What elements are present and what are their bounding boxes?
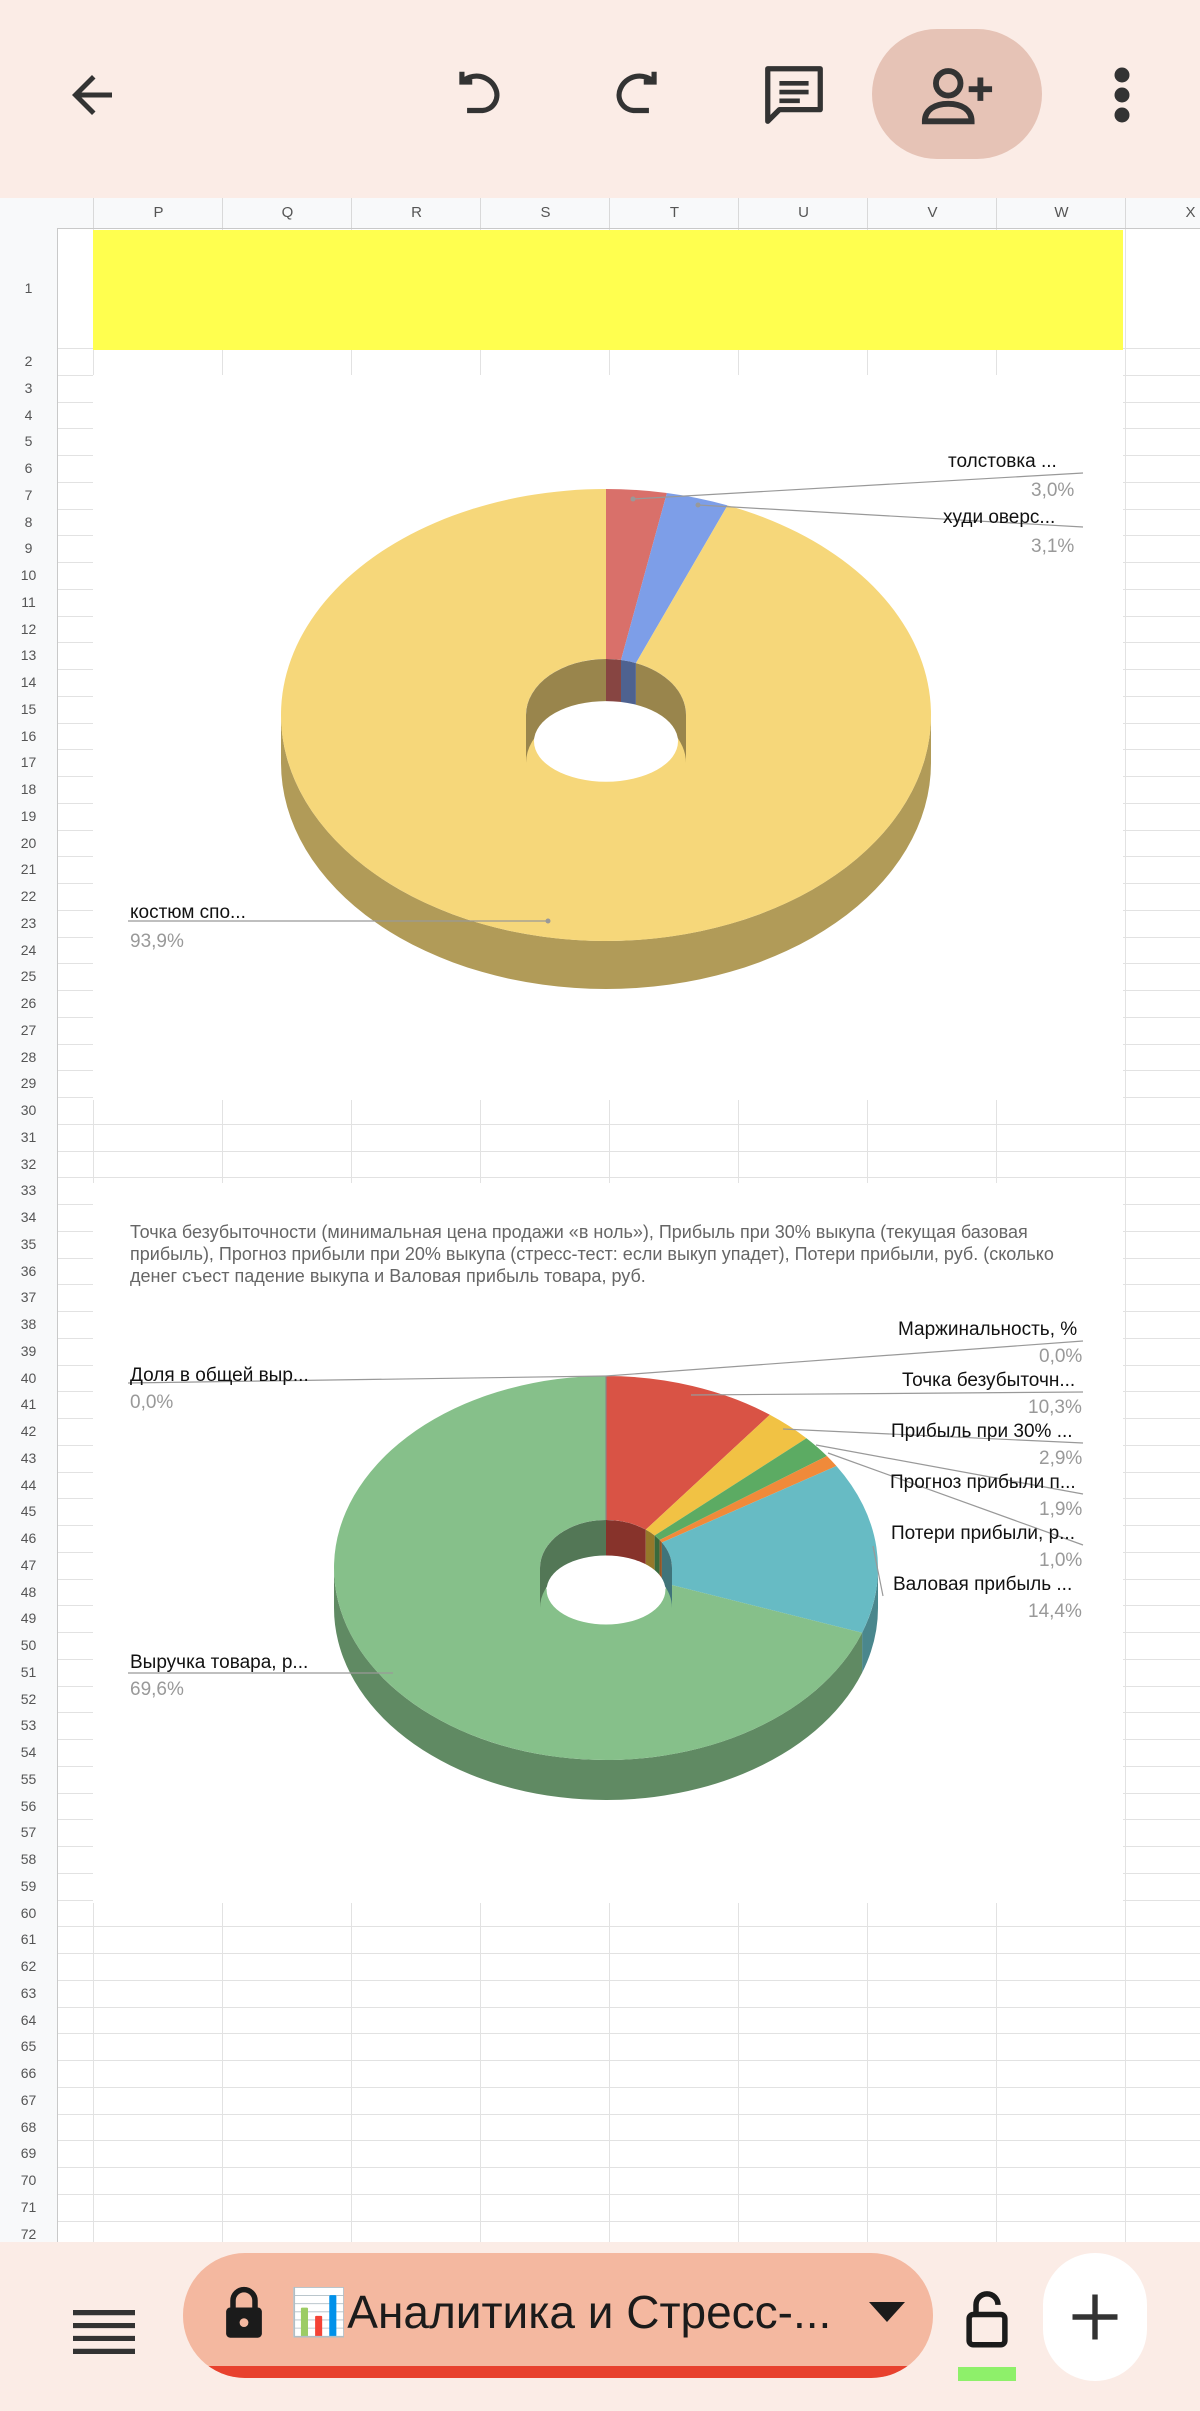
row-header[interactable]: 60 bbox=[20, 1904, 37, 1921]
row-header[interactable]: 54 bbox=[20, 1744, 37, 1760]
row-header[interactable]: 8 bbox=[24, 513, 33, 530]
leader-dot bbox=[631, 497, 636, 502]
donut-hole-inner bbox=[547, 1555, 666, 1624]
row-header[interactable]: 32 bbox=[20, 1155, 37, 1172]
sheet-tab-active[interactable] bbox=[183, 2253, 933, 2378]
sheet-list-menu-icon[interactable] bbox=[64, 2292, 144, 2372]
row-header[interactable]: 52 bbox=[20, 1690, 37, 1707]
grid-row-line bbox=[58, 2060, 1200, 2061]
sheet-tab-name: Аналитика и Стресс-... bbox=[347, 2286, 832, 2338]
chart1-label: костюм спо... bbox=[130, 902, 246, 923]
row-header[interactable]: 44 bbox=[20, 1476, 37, 1493]
grid-row-line bbox=[58, 2167, 1200, 2168]
locked-range-indicator bbox=[958, 2367, 1016, 2381]
chart1-container[interactable] bbox=[93, 375, 1123, 1100]
grid-row-line bbox=[58, 2033, 1200, 2034]
grid-row-line bbox=[58, 2087, 1200, 2088]
chart2-pct: 0,0% bbox=[1039, 1346, 1083, 1367]
row-header[interactable]: 4 bbox=[24, 406, 33, 423]
undo-icon[interactable] bbox=[440, 55, 520, 135]
column-header[interactable]: S bbox=[480, 198, 610, 228]
grid-row-line bbox=[58, 1980, 1200, 1981]
chart2-pct: 69,6% bbox=[130, 1679, 184, 1700]
row-header[interactable]: 25 bbox=[20, 968, 37, 985]
row-header[interactable]: 40 bbox=[20, 1369, 37, 1386]
row-header[interactable]: 47 bbox=[20, 1556, 37, 1573]
row-header[interactable]: 13 bbox=[20, 647, 37, 664]
chart2-pct: 1,9% bbox=[1039, 1499, 1083, 1520]
chart2-label: Потери прибыли, р... bbox=[891, 1523, 1075, 1544]
row-header[interactable]: 31 bbox=[20, 1128, 37, 1145]
grid-row-line bbox=[58, 1953, 1200, 1954]
row-header[interactable]: 49 bbox=[20, 1610, 37, 1627]
row-header[interactable]: 24 bbox=[20, 941, 37, 958]
row-header[interactable]: 5 bbox=[24, 433, 33, 450]
add-sheet-button[interactable] bbox=[1043, 2253, 1147, 2381]
row-header[interactable]: 56 bbox=[20, 1797, 37, 1814]
row-header[interactable]: 23 bbox=[20, 914, 37, 931]
row-header-bar bbox=[0, 228, 58, 2242]
pie-slice-inner-wall bbox=[606, 659, 621, 708]
lock-icon bbox=[219, 2283, 269, 2343]
row-header[interactable]: 17 bbox=[20, 754, 37, 771]
row-header[interactable]: 42 bbox=[20, 1423, 37, 1439]
chart-emoji-icon: 📊 bbox=[290, 2286, 348, 2338]
row-header[interactable]: 2 bbox=[24, 353, 33, 369]
row-header[interactable]: 30 bbox=[20, 1102, 37, 1118]
row-header[interactable]: 11 bbox=[21, 593, 36, 610]
chart2-pct: 2,9% bbox=[1039, 1448, 1083, 1469]
row-header[interactable]: 59 bbox=[20, 1877, 37, 1894]
chart2-label: Прибыль при 30% ... bbox=[891, 1421, 1073, 1442]
active-tab-indicator bbox=[203, 2366, 913, 2378]
grid-row-line bbox=[58, 1926, 1200, 1927]
row-header[interactable]: 51 bbox=[20, 1663, 37, 1680]
row-header[interactable]: 39 bbox=[20, 1342, 37, 1359]
chart1-label: толстовка ... bbox=[948, 451, 1057, 472]
row-header[interactable]: 15 bbox=[20, 700, 37, 717]
highlighted-row-1[interactable] bbox=[93, 230, 1123, 350]
chart2-label: Точка безубыточн... bbox=[902, 1370, 1076, 1391]
row-header[interactable]: 35 bbox=[20, 1235, 37, 1252]
column-header[interactable]: P bbox=[93, 198, 223, 228]
row-header[interactable]: 63 bbox=[20, 1984, 37, 2001]
row-header[interactable]: 72 bbox=[20, 2225, 37, 2242]
row-header[interactable]: 45 bbox=[20, 1503, 37, 1520]
column-header[interactable]: W bbox=[996, 198, 1126, 228]
row-header[interactable]: 67 bbox=[20, 2091, 37, 2108]
chart2-label: Доля в общей выр... bbox=[130, 1365, 309, 1386]
comment-icon[interactable] bbox=[754, 55, 834, 135]
chart2-label: Прогноз прибыли п... bbox=[890, 1472, 1076, 1493]
column-header[interactable]: U bbox=[738, 198, 868, 228]
row-header[interactable]: 38 bbox=[20, 1316, 37, 1332]
chart1-label: худи оверс... bbox=[943, 507, 1056, 528]
grid-column-line bbox=[1125, 229, 1126, 2242]
row-header[interactable]: 19 bbox=[20, 807, 37, 824]
sheet-tab-label bbox=[290, 2253, 831, 2371]
chart2-label: Маржинальность, % bbox=[898, 1319, 1078, 1340]
row-header[interactable]: 66 bbox=[20, 2065, 37, 2081]
column-header[interactable]: X bbox=[1125, 198, 1200, 228]
row-header[interactable]: 20 bbox=[20, 834, 37, 851]
row-header[interactable]: 27 bbox=[20, 1021, 37, 1038]
chart2-pct: 1,0% bbox=[1039, 1550, 1083, 1571]
grid-row-line bbox=[58, 2114, 1200, 2115]
row-header[interactable]: 69 bbox=[20, 2145, 37, 2162]
chart2-pct: 10,3% bbox=[1028, 1397, 1082, 1418]
row-header[interactable]: 58 bbox=[20, 1851, 37, 1867]
chart2-pct: 14,4% bbox=[1028, 1601, 1082, 1622]
grid-row-line bbox=[58, 2140, 1200, 2141]
row-header[interactable]: 33 bbox=[20, 1182, 37, 1199]
row-header[interactable]: 18 bbox=[20, 781, 37, 797]
donut-hole-inner bbox=[534, 701, 678, 782]
column-header[interactable]: Q bbox=[222, 198, 352, 228]
row-header[interactable]: 12 bbox=[20, 620, 37, 637]
chart2-label: Выручка товара, р... bbox=[130, 1652, 309, 1673]
leader-dot bbox=[696, 503, 701, 508]
column-header-bar bbox=[0, 198, 1200, 229]
row-header[interactable]: 36 bbox=[20, 1262, 37, 1279]
chart2-subtitle: Точка безубыточности (минимальная цена продажи «в ноль»), Прибыль при 30% выкупа (текущая базовая прибыль), Прогноз прибыли при 20% выкупа (стресс-тест: если выкуп упадет), Потери прибыли, руб. (сколько денег съест падение выкупа и Валовая прибыль товара, руб. bbox=[130, 1222, 1054, 1286]
back-arrow-icon[interactable] bbox=[52, 55, 132, 135]
row-header[interactable]: 3 bbox=[24, 379, 33, 396]
leader-line bbox=[691, 1392, 1083, 1395]
chart2-label: Валовая прибыль ... bbox=[893, 1574, 1073, 1595]
row-header[interactable]: 26 bbox=[20, 995, 37, 1011]
row-header[interactable]: 7 bbox=[24, 486, 33, 503]
unlock-icon[interactable] bbox=[958, 2280, 1016, 2360]
grid-row-line bbox=[58, 1151, 1200, 1152]
row-header[interactable]: 62 bbox=[20, 1958, 37, 1974]
row-header[interactable]: 55 bbox=[20, 1770, 37, 1787]
chart1-pct: 3,1% bbox=[1031, 536, 1075, 557]
row-header[interactable]: 34 bbox=[20, 1209, 37, 1225]
row-header[interactable]: 57 bbox=[20, 1824, 37, 1841]
person-add-icon bbox=[914, 55, 1000, 135]
plus-icon bbox=[1068, 2290, 1122, 2344]
row-header[interactable]: 50 bbox=[20, 1637, 37, 1653]
top-toolbar bbox=[0, 0, 1200, 198]
chart2-pct: 0,0% bbox=[130, 1392, 174, 1413]
column-header[interactable]: V bbox=[867, 198, 997, 228]
row-header[interactable]: 71 bbox=[20, 2198, 37, 2215]
row-header[interactable]: 61 bbox=[20, 1931, 37, 1948]
more-vertical-icon[interactable] bbox=[1082, 55, 1162, 135]
row-header[interactable]: 46 bbox=[20, 1530, 37, 1546]
row-header[interactable]: 68 bbox=[20, 2118, 37, 2135]
redo-icon[interactable] bbox=[596, 55, 676, 135]
row-header[interactable]: 1 bbox=[24, 280, 33, 296]
chart1-donut bbox=[93, 375, 1123, 1100]
leader-dot bbox=[546, 919, 551, 924]
row-header[interactable]: 41 bbox=[20, 1396, 37, 1413]
row-header[interactable]: 16 bbox=[20, 727, 37, 744]
grid-row-line bbox=[58, 1177, 1200, 1178]
grid-row-line bbox=[58, 2221, 1200, 2222]
row-header[interactable]: 22 bbox=[20, 888, 37, 904]
chart1-pct: 93,9% bbox=[130, 931, 184, 952]
row-header[interactable]: 14 bbox=[20, 674, 37, 690]
row-header[interactable]: 65 bbox=[20, 2038, 37, 2055]
grid-row-line bbox=[58, 2194, 1200, 2195]
row-header[interactable]: 53 bbox=[20, 1717, 37, 1734]
row-header[interactable]: 43 bbox=[20, 1449, 37, 1466]
row-header[interactable]: 48 bbox=[20, 1583, 37, 1600]
row-header[interactable]: 10 bbox=[20, 567, 37, 583]
row-header[interactable]: 37 bbox=[20, 1289, 37, 1306]
row-header[interactable]: 9 bbox=[24, 540, 33, 557]
row-header[interactable]: 29 bbox=[20, 1075, 37, 1092]
column-header[interactable]: T bbox=[609, 198, 739, 228]
grid-row-line bbox=[58, 2007, 1200, 2008]
row-header[interactable]: 28 bbox=[20, 1048, 37, 1065]
chart1-pct: 3,0% bbox=[1031, 480, 1075, 501]
leader-line bbox=[633, 473, 1083, 499]
row-header[interactable]: 64 bbox=[20, 2011, 37, 2028]
row-header[interactable]: 6 bbox=[24, 460, 33, 476]
caret-down-icon[interactable] bbox=[867, 2297, 907, 2327]
row-header[interactable]: 21 bbox=[20, 861, 37, 878]
grid-row-line bbox=[58, 1124, 1200, 1125]
column-header[interactable]: R bbox=[351, 198, 481, 228]
row-header[interactable]: 70 bbox=[20, 2172, 37, 2188]
